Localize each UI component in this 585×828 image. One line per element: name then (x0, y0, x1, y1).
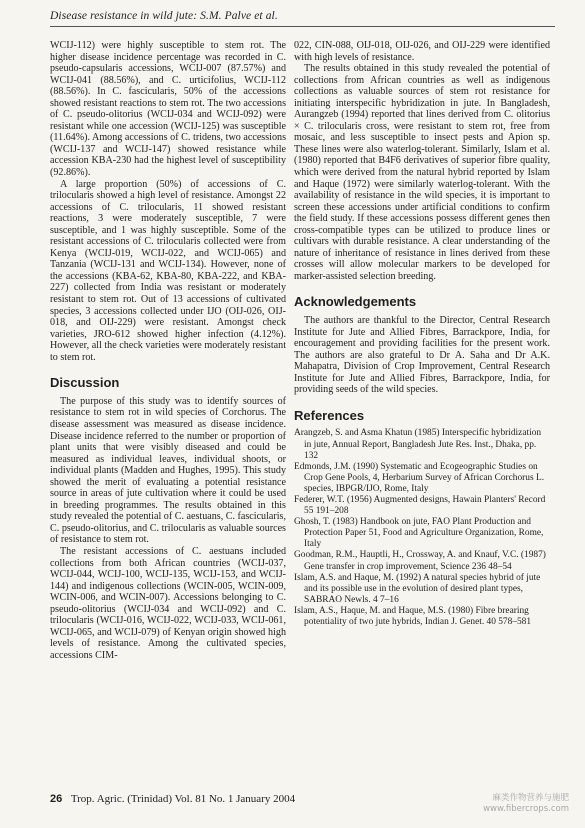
discussion-paragraph: The results obtained in this study revealed the potential of collections from African countries as well as indigenous collections as valuable sources of stem rot resistance for initiating interspecific hybridization in jute. In Bangladesh, Aurangzeb (1994) reported that lines derived from C. olitorius × C. trilocularis cross, were resistant to stem rot, free from mosaic, and less susceptible to insect pests and Apion sp. These lines were also waterlog-tolerant. Similarly, Islam et al. (1980) reported that B4F6 derivatives of superior fibre quality, which were derived from the natural hybrid reported by Islam and Haque (1972) were similarly waterlog-tolerant. With the availability of resistance in the wild species, it is important to screen these accessions under artificial conditions to confirm the field study. If these accessions possess different genes then cross-compatible types can be utilized to produce lines or cultivars with durable resistance. A clear understanding of the nature of inheritance of resistance in lines derived from these crosses will allow molecular markers to be developed for marker-assisted selection breeding. (294, 63, 550, 282)
watermark-line: 麻类作物营养与施肥 (492, 793, 569, 803)
acknowledgements-heading: Acknowledgements (294, 294, 417, 310)
site-watermark (483, 793, 569, 815)
references-heading: References (294, 407, 365, 423)
discussion-paragraph: 022, CIN-088, OIJ-018, OIJ-026, and OIJ-229 were identified with high levels of resistance. (294, 40, 550, 63)
reference-item: Edmonds, J.M. (1990) Systematic and Ecogeographic Studies on Crop Gene Pools, 4, Herbarium Survey of African Corchorus L. species, IBPGR/IJO, Rome, Italy (294, 461, 545, 494)
left-column (50, 40, 286, 661)
running-authors: S.M. Palve et al. (200, 10, 278, 22)
acknowledgements-text: The authors are thankful to the Director, Central Research Institute for Jute and Allied Fibres, Barrackpore, India, for encouragement and providing facilities for the present work. The authors are also grateful to Dr A. Saha and Dr A.K. Mahapatra, Division of Crop Improvement, Central Research Institute for Jute and Allied Fibres, Barrackpore, India, for providing seeds of the wild species. (294, 315, 550, 396)
page-footer (50, 793, 555, 805)
running-head (50, 10, 555, 22)
watermark-url: www.fibercrops.com (483, 804, 569, 814)
results-paragraph: A large proportion (50%) of accessions of C. trilocularis showed a high level of resistance. Amongst 22 accessions of C. trilocularis, 11 showed resistant reactions, 3 were moderately susceptible, 7 were susceptible, and 1 was highly susceptible. Some of the resistant accessions of C. trilocularis collected were from Kenya (WCIJ-019, WCIJ-022, and WCIJ-065) and Tanzania (WCIJ-131 and WCIJ-134). However, none of the accessions (KBA-62, KBA-80, KBA-222, and KBA-227) collected from India was resistant or moderately resistant to stem rot. Out of 13 accessions of cultivated species, 3 accessions collected under IJO (OIJ-026, OIJ-018, and OIJ-229) were resistant. Amongst check varieties, JRO-612 showed higher infection (4.12%). However, all the check varieties were moderately resistant to stem rot. (50, 178, 286, 363)
reference-list (294, 428, 550, 628)
discussion-paragraph: The resistant accessions of C. aestuans included collections from both African countries (WCIJ-037, WCIJ-044, WCIJ-100, WCIJ-135, WCIJ-153, and WCIJ-144) and indigenous collections (WCIN-005, WCIN-009, WCIN-006, and WCIN-007). Accessions belonging to C. pseudo-olitorius (WCIJ-034 and WCIJ-092) and C. trilocularis (WCIJ-016, WCIJ-022, WCIJ-033, WCIJ-061, WCIJ-065, and WCIJ-079) of Kenyan origin showed high levels of resistance. Among the cultivated species, accessions CIM- (50, 545, 286, 661)
running-title: Disease resistance in wild jute: (50, 10, 198, 22)
discussion-paragraph: The purpose of this study was to identify sources of resistance to stem rot in wild species of Corchorus. The disease assessment was measured as disease incidence. Disease incidence referred to the number or proportion of plant units that were visibly diseased and could be measured as individual leaves, individual shoots, or individual plants (Madden and Hughes, 1995). This study showed the merit of evaluating a potential resistance source in areas of jute cultivation where it could be used in breeding programmes. The results obtained in this study revealed the potential of C. aestuans, C. fascicularis, C. pseudo-olitorius, and C. trilocularis as valuable sources of resistance to stem rot. (50, 395, 287, 546)
page-number: 26 (50, 793, 63, 805)
reference-item: Arangzeb, S. and Asma Khatun (1985) Interspecific hybridization in jute, Annual Report, Bangladesh Jute Res. Inst., Dhaka, pp. 132 (294, 428, 542, 461)
discussion-heading: Discussion (50, 375, 120, 391)
results-paragraph: WCIJ-112) were highly susceptible to stem rot. The higher disease incidence percentage was recorded in C. pseudo-capsularis accessions, WCIJ-007 (87.57%) and WCIJ-041 (88.56%), and C. urticifolius, WCIJ-112 (88.56%). In C. fascicularis, 50% of the accessions showed resistant reactions to stem rot. The two accessions of C. pseudo-olitorius (WCIJ-034 and WCIJ-092) were resistant while one accession (WCIJ-125) was susceptible (11.64%). Among accessions of C. tridens, two accessions (WCIJ-137 and WCIJ-147) showed resistance while accession KBA-230 had the highest level of susceptibility (92.86%). (50, 40, 286, 179)
reference-item: Goodman, R.M., Hauptli, H., Crossway, A. and Knauf, V.C. (1987) Gene transfer in crop improvement, Science 236 48–54 (294, 550, 546, 572)
reference-item: Federer, W.T. (1956) Augmented designs, Hawain Planters' Record 55 191–208 (294, 494, 546, 517)
reference-item: Islam, A.S., Haque, M. and Haque, M.S. (1980) Fibre brearing potentiality of two jute hybrids, Indian J. Genet. 40 578–581 (294, 605, 532, 627)
reference-item: Ghosh, T. (1983) Handbook on jute, FAO Plant Production and Protection Paper 51, Food and Agriculture Organization, Rome, Italy (294, 517, 544, 550)
right-column (294, 40, 550, 628)
journal-citation: Trop. Agric. (Trinidad) Vol. 81 No. 1 January 2004 (70, 793, 296, 805)
reference-item: Islam, A.S. and Haque, M. (1992) A natural species hybrid of jute and its possible use in the evolution of desired plant types, SABRAO Newls. 4 7–16 (294, 572, 541, 605)
header-rule (50, 26, 555, 27)
